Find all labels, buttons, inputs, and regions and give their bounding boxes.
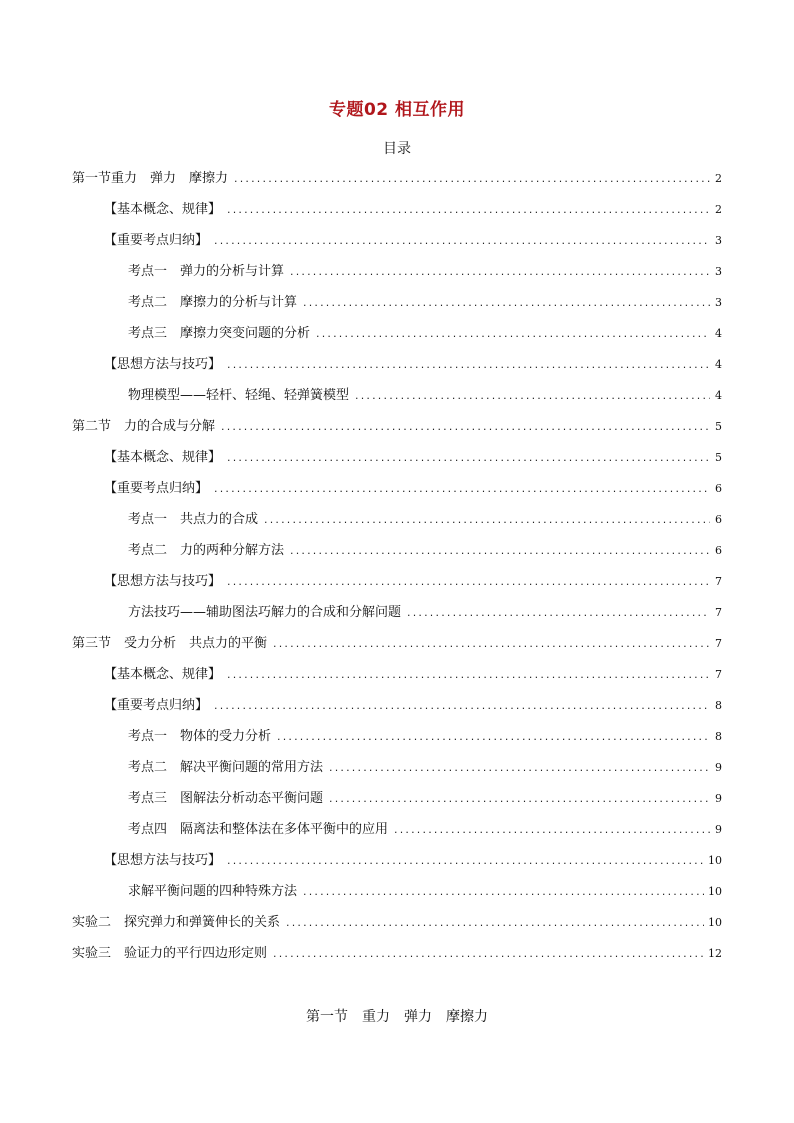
toc-dot-leader bbox=[221, 416, 710, 438]
toc-entry[interactable] bbox=[72, 416, 722, 447]
toc-entry-label: 【基本概念、规律】 bbox=[104, 667, 222, 682]
toc-dot-leader bbox=[286, 912, 704, 934]
toc-entry-page-number: 3 bbox=[715, 296, 722, 309]
toc-entry-label: 【思想方法与技巧】 bbox=[104, 853, 222, 868]
toc-dot-leader bbox=[214, 230, 710, 252]
toc-dot-leader bbox=[227, 850, 704, 872]
toc-entry[interactable] bbox=[72, 819, 722, 850]
toc-dot-leader bbox=[234, 168, 710, 190]
toc-entry-page-number: 9 bbox=[715, 761, 722, 774]
toc-entry-page-number: 10 bbox=[708, 854, 722, 867]
section-heading: 第一节 重力 弹力 摩擦力 bbox=[306, 1009, 488, 1025]
toc-entry-page-number: 7 bbox=[715, 637, 722, 650]
toc-entry[interactable] bbox=[72, 323, 722, 354]
toc-entry[interactable] bbox=[72, 943, 722, 974]
toc-entry-label: 考点三 图解法分析动态平衡问题 bbox=[128, 791, 324, 806]
toc-entry-page-number: 6 bbox=[715, 482, 722, 495]
toc-dot-leader bbox=[264, 509, 710, 531]
toc-entry-label: 【基本概念、规律】 bbox=[104, 450, 222, 465]
toc-entry[interactable] bbox=[72, 292, 722, 323]
toc-dot-leader bbox=[394, 819, 710, 841]
toc-entry-label: 第一节重力 弹力 摩擦力 bbox=[72, 171, 229, 186]
toc-entry-label: 考点一 物体的受力分析 bbox=[128, 729, 272, 744]
toc-entry[interactable] bbox=[72, 447, 722, 478]
toc-entry-page-number: 10 bbox=[708, 916, 722, 929]
toc-entry-page-number: 9 bbox=[715, 792, 722, 805]
toc-entry[interactable] bbox=[72, 230, 722, 261]
toc-entry-page-number: 9 bbox=[715, 823, 722, 836]
toc-entry-page-number: 4 bbox=[715, 358, 722, 371]
document-title: 专题02 相互作用 bbox=[328, 100, 466, 120]
toc-entry-page-number: 12 bbox=[708, 947, 722, 960]
toc-entry-page-number: 6 bbox=[715, 544, 722, 557]
toc-entry-label: 考点一 共点力的合成 bbox=[128, 512, 259, 527]
toc-entry-page-number: 7 bbox=[715, 668, 722, 681]
toc-entry-label: 【基本概念、规律】 bbox=[104, 202, 222, 217]
toc-dot-leader bbox=[273, 633, 710, 655]
toc-entry-label: 第三节 受力分析 共点力的平衡 bbox=[72, 636, 268, 651]
toc-entry-label: 【重要考点归纳】 bbox=[104, 233, 209, 248]
toc-dot-leader bbox=[290, 261, 710, 283]
toc-entry[interactable] bbox=[72, 199, 722, 230]
toc-entry-label: 【重要考点归纳】 bbox=[104, 481, 209, 496]
toc-entry-label: 实验二 探究弹力和弹簧伸长的关系 bbox=[72, 915, 281, 930]
toc-dot-leader bbox=[227, 571, 710, 593]
toc-dot-leader bbox=[355, 385, 710, 407]
toc-dot-leader bbox=[290, 540, 710, 562]
toc-heading: 目录 bbox=[383, 141, 411, 157]
toc-dot-leader bbox=[329, 757, 710, 779]
toc-entry[interactable] bbox=[72, 540, 722, 571]
toc-entry-label: 考点二 力的两种分解方法 bbox=[128, 543, 285, 558]
toc-entry[interactable] bbox=[72, 602, 722, 633]
toc-dot-leader bbox=[329, 788, 710, 810]
toc-entry-label: 第二节 力的合成与分解 bbox=[72, 419, 216, 434]
toc-entry-page-number: 3 bbox=[715, 234, 722, 247]
toc-entry-page-number: 7 bbox=[715, 606, 722, 619]
toc-entry[interactable] bbox=[72, 385, 722, 416]
toc-entry-label: 【重要考点归纳】 bbox=[104, 698, 209, 713]
toc-dot-leader bbox=[303, 881, 704, 903]
toc-entry-label: 方法技巧——辅助图法巧解力的合成和分解问题 bbox=[128, 605, 402, 620]
toc-entry[interactable] bbox=[72, 788, 722, 819]
toc-entry-page-number: 6 bbox=[715, 513, 722, 526]
toc-entry-page-number: 4 bbox=[715, 327, 722, 340]
toc-entry[interactable] bbox=[72, 478, 722, 509]
table-of-contents bbox=[72, 168, 722, 974]
toc-entry[interactable] bbox=[72, 633, 722, 664]
toc-entry-page-number: 10 bbox=[708, 885, 722, 898]
toc-entry-label: 求解平衡问题的四种特殊方法 bbox=[128, 884, 298, 899]
toc-dot-leader bbox=[227, 354, 710, 376]
toc-entry[interactable] bbox=[72, 757, 722, 788]
toc-entry-label: 考点一 弹力的分析与计算 bbox=[128, 264, 285, 279]
toc-dot-leader bbox=[303, 292, 710, 314]
toc-dot-leader bbox=[227, 447, 710, 469]
toc-dot-leader bbox=[214, 478, 710, 500]
toc-entry[interactable] bbox=[72, 695, 722, 726]
toc-dot-leader bbox=[277, 726, 710, 748]
toc-entry-label: 考点二 解决平衡问题的常用方法 bbox=[128, 760, 324, 775]
toc-dot-leader bbox=[227, 664, 710, 686]
toc-entry[interactable] bbox=[72, 571, 722, 602]
toc-entry-label: 物理模型——轻杆、轻绳、轻弹簧模型 bbox=[128, 388, 350, 403]
toc-entry-page-number: 5 bbox=[715, 420, 722, 433]
toc-entry-page-number: 3 bbox=[715, 265, 722, 278]
toc-entry-label: 考点二 摩擦力的分析与计算 bbox=[128, 295, 298, 310]
toc-entry[interactable] bbox=[72, 168, 722, 199]
toc-dot-leader bbox=[273, 943, 704, 965]
toc-entry-page-number: 2 bbox=[715, 203, 722, 216]
toc-entry[interactable] bbox=[72, 726, 722, 757]
toc-entry-label: 【思想方法与技巧】 bbox=[104, 574, 222, 589]
toc-dot-leader bbox=[214, 695, 710, 717]
toc-entry[interactable] bbox=[72, 912, 722, 943]
toc-entry[interactable] bbox=[72, 354, 722, 385]
toc-dot-leader bbox=[227, 199, 710, 221]
toc-entry-page-number: 4 bbox=[715, 389, 722, 402]
toc-entry-page-number: 8 bbox=[715, 699, 722, 712]
toc-entry[interactable] bbox=[72, 509, 722, 540]
toc-entry-page-number: 2 bbox=[715, 172, 722, 185]
toc-entry-page-number: 7 bbox=[715, 575, 722, 588]
toc-dot-leader bbox=[407, 602, 710, 624]
toc-entry-page-number: 8 bbox=[715, 730, 722, 743]
toc-entry-label: 【思想方法与技巧】 bbox=[104, 357, 222, 372]
toc-entry-label: 考点四 隔离法和整体法在多体平衡中的应用 bbox=[128, 822, 389, 837]
toc-entry-page-number: 5 bbox=[715, 451, 722, 464]
toc-entry[interactable] bbox=[72, 664, 722, 695]
toc-dot-leader bbox=[316, 323, 710, 345]
toc-entry[interactable] bbox=[72, 881, 722, 912]
toc-entry-label: 考点三 摩擦力突变问题的分析 bbox=[128, 326, 311, 341]
toc-entry[interactable] bbox=[72, 850, 722, 881]
toc-entry-label: 实验三 验证力的平行四边形定则 bbox=[72, 946, 268, 961]
toc-entry[interactable] bbox=[72, 261, 722, 292]
